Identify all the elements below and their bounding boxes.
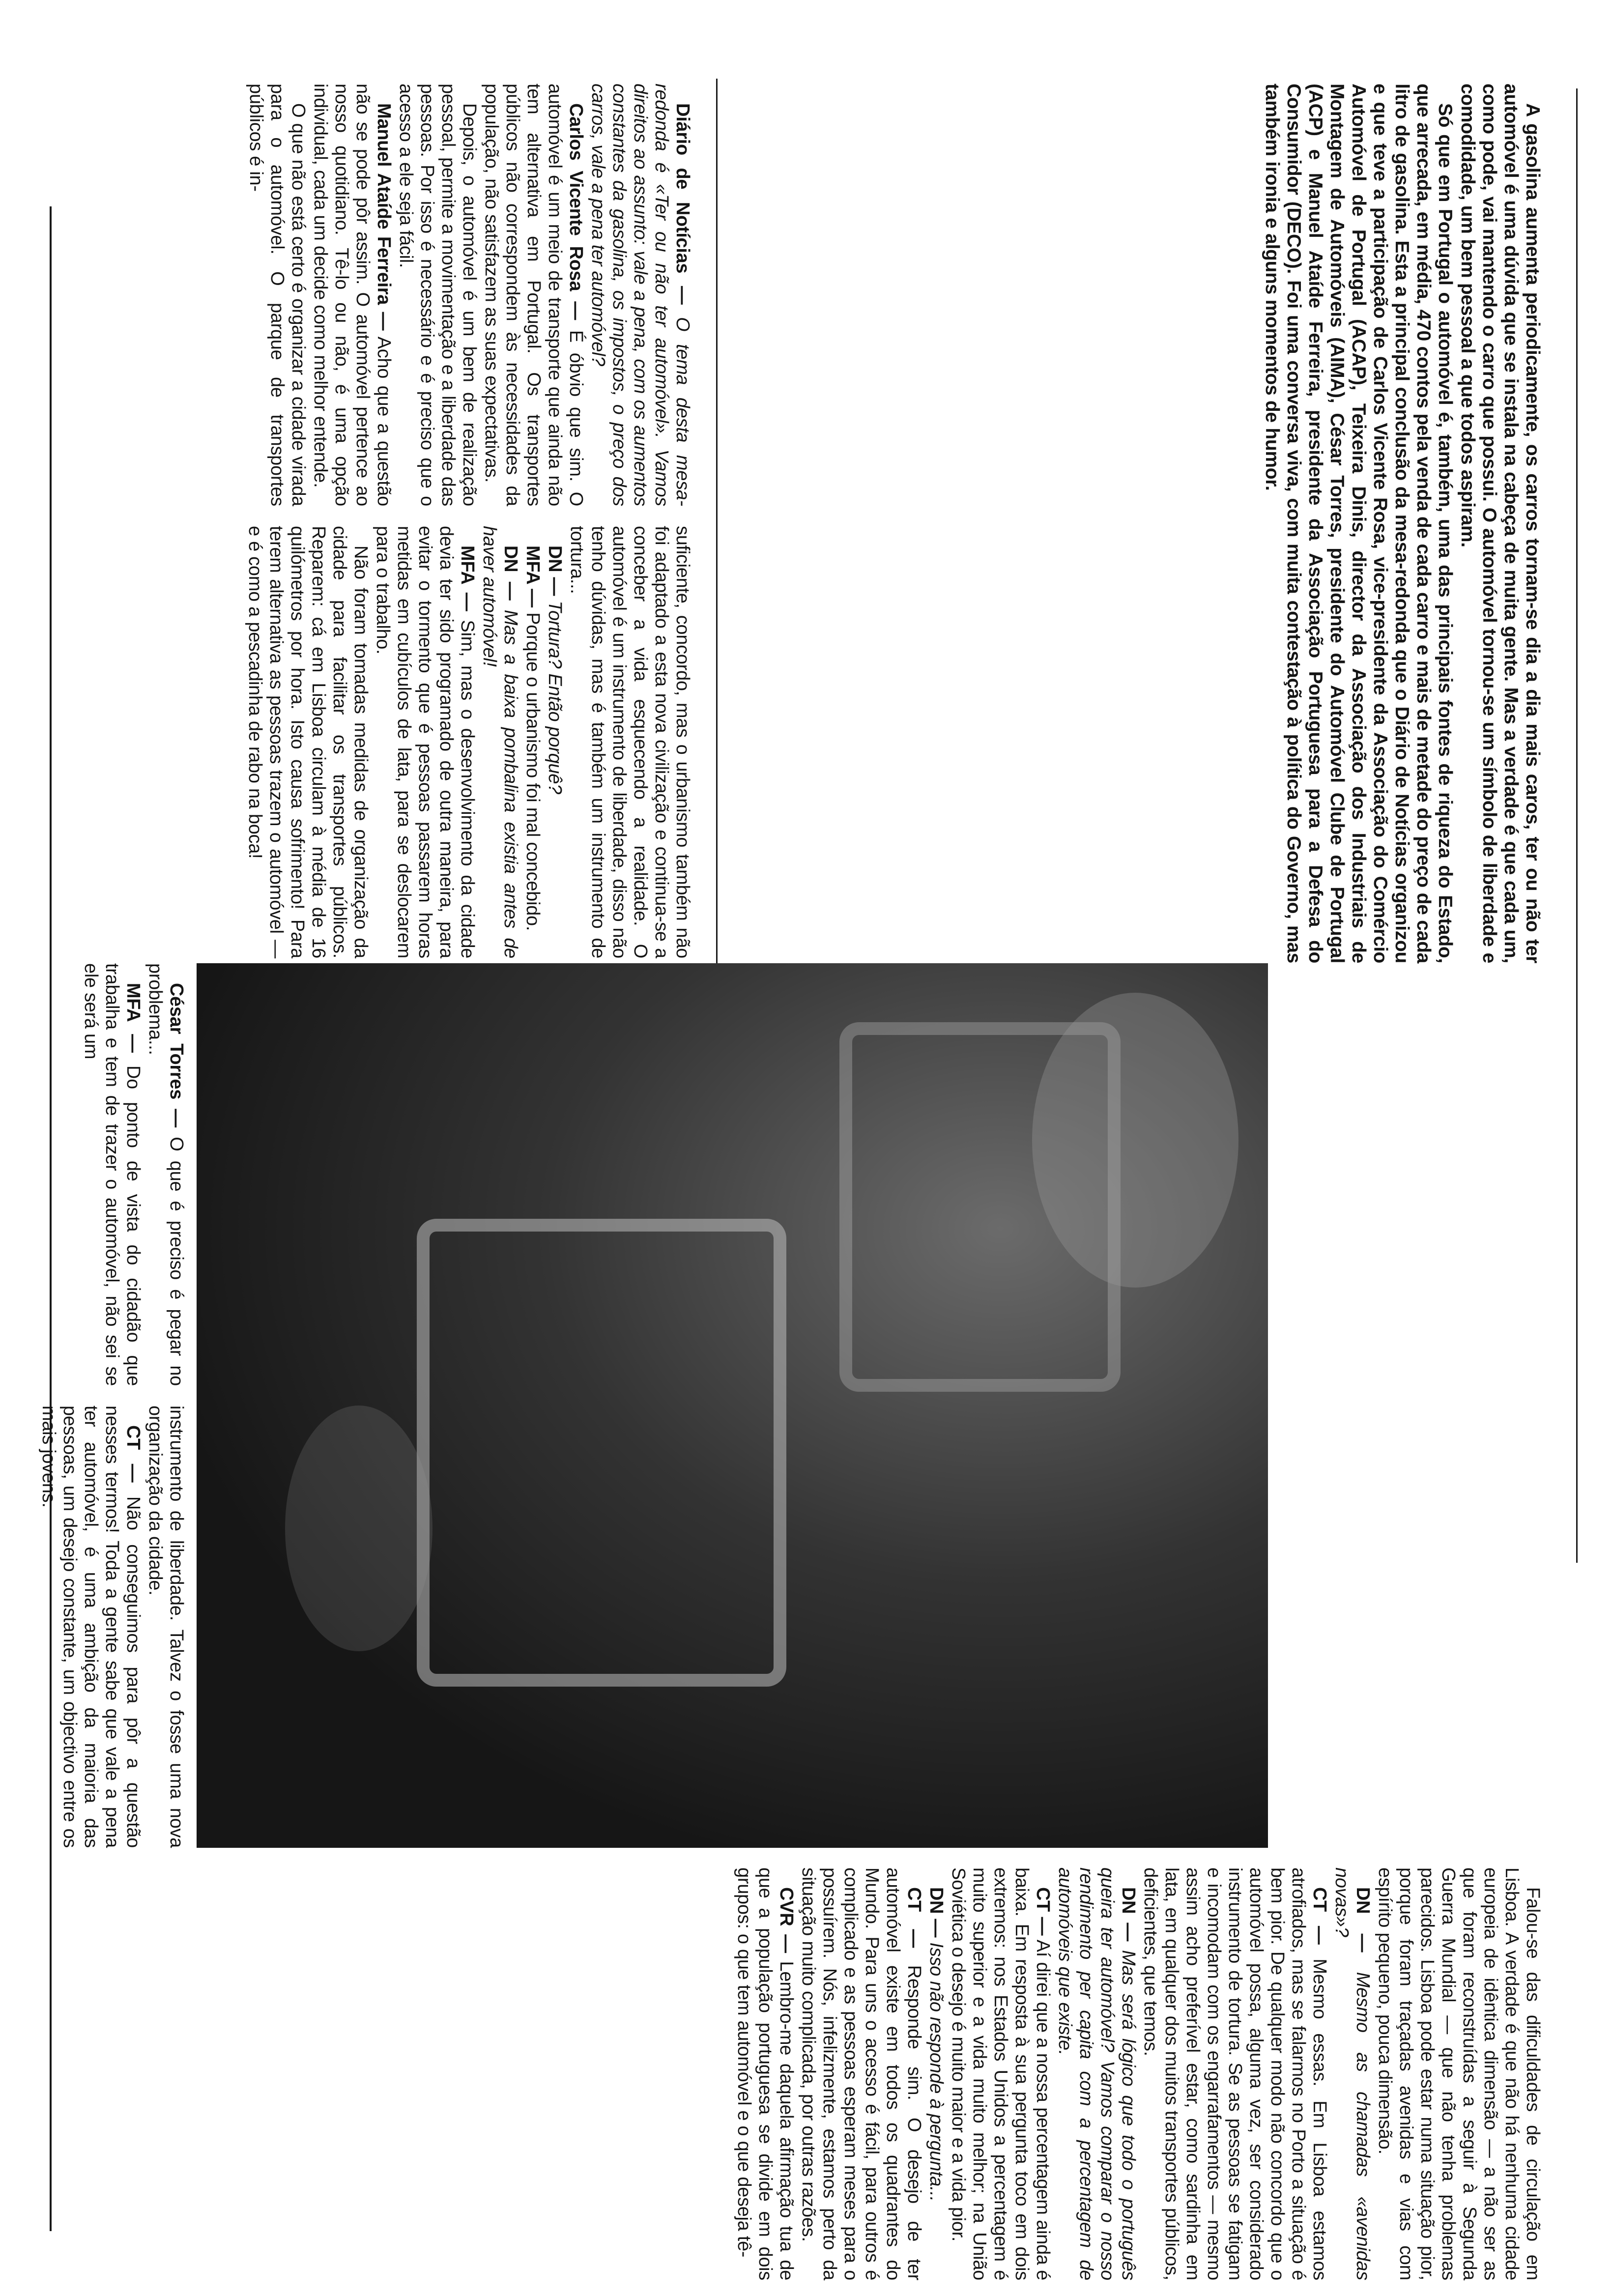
paragraph-text: Lembro-me daquela afirmação tua de que a população portuguesa se divide em dois grupos: o que tem automóvel e o que deseja tê- bbox=[734, 1867, 797, 2280]
car-wreck-photo bbox=[197, 963, 1268, 1848]
paragraph bbox=[481, 84, 586, 506]
speaker: DN — bbox=[1353, 1887, 1373, 1952]
paragraph-text: É óbvio que sim. O automóvel é um meio de transporte que ainda não tem alternativa em Portugal. Os transportes públicos não correspondem às necessidades da população, não satisfazem as suas expectativas. bbox=[481, 84, 586, 506]
paragraph bbox=[1374, 1867, 1543, 2280]
bottom-rule bbox=[50, 206, 52, 2231]
paragraph bbox=[566, 526, 693, 958]
paragraph-text: Tortura? Então porquê? bbox=[545, 601, 565, 794]
paragraph-text: Acho que a questão não se pode pôr assim. O automóvel pertence ao nosso quotidiano. Tê-lo ou não, é uma opção individual, cada um decide como melhor entende. bbox=[310, 84, 394, 506]
paragraph bbox=[80, 963, 144, 1386]
column-d bbox=[37, 1406, 187, 1848]
paragraph-text: suficiente, concordo, mas o urbanismo também não foi adaptado a esta nova civilização e continua-se a conceber a vida esquecendo a realidade. O automóvel é um instrumento de liberdade, disso não tenho dúvidas, mas é também um instrumento de tortura... bbox=[567, 526, 693, 958]
paragraph bbox=[144, 963, 187, 1386]
intro-separator-rule bbox=[716, 79, 718, 963]
paragraph-text: instrumento de liberdade. Talvez o fosse uma nova organização da cidade. bbox=[145, 1406, 187, 1848]
paragraph-text: Não foram tomadas medidas de organização da cidade para facilitar os transportes públicos. Reparem: cá em Lisboa circulam à média de 16 quilómetros por hora. Isto causa sofrimento! Para terem alternativa as pessoas trazem o automóvel — e é como a pescadinha de rabo na boca! bbox=[245, 526, 371, 958]
speaker: César Torres — bbox=[166, 983, 187, 1127]
paragraph-text: Mas a baixa pombalina existia antes de haver automóvel! bbox=[479, 526, 521, 958]
speaker: MFA — bbox=[457, 545, 478, 611]
intro-paragraph-2: Só que em Portugal o automóvel é, também, uma das principais fontes de riqueza do Estado, que arrecada, em média, 470 contos pela venda de cada carro e mais de metade do preço de cada litro de gasolina. Esta a principal conclusão da mesa-redonda que o Diário de Notícias organizou e que teve a participação de Carlos Vicente Rosa, vice-presidente da Associação do Comércio Automóvel de Portugal (ACAP), Teixeira Dinis, director da Associação dos Industriais de Montagem de Automóveis (AIMA), César Torres, presidente do Automóvel Clube de Portugal (ACP) e Manuel Ataíde Ferreira, presidente da Associação Portuguesa para a Defesa do Consumidor (DECO). Foi uma conversa viva, com muita contestação à política do Governo, mas também ironia e alguns momentos de humor. bbox=[1262, 84, 1456, 963]
speaker: CT — bbox=[904, 1887, 924, 1948]
speaker: MFA — bbox=[522, 545, 543, 607]
paragraph bbox=[1054, 1867, 1139, 2280]
column-e bbox=[732, 1867, 1543, 2280]
paragraph bbox=[144, 1406, 187, 1848]
paragraph-text: Isso não responde à pergunta... bbox=[926, 1942, 947, 2202]
paragraph-text: Falou-se das dificuldades de circulação em Lisboa. A verdade é que não há nenhuma cidade europeia de idêntica dimensão — a não ser as que foram reconstruídas a seguir à Segunda Guerra Mundial — que não tenha problemas parecidos. Lisboa pode estar numa situação pior, porque foram traçadas avenidas e vias com espírito pequeno, pouca dimensão. bbox=[1375, 1867, 1543, 2280]
speaker: DN — bbox=[545, 545, 565, 596]
article-intro bbox=[1260, 84, 1543, 963]
column-c bbox=[79, 963, 187, 1386]
paragraph-text: Não conseguimos para pôr a questão nesses termos! Toda a gente sabe que vale a pena ter automóvel, é uma ambição da maioria das pessoas, um desejo constante, um objectivo entre os mais jovens. bbox=[38, 1406, 144, 1848]
column-a bbox=[244, 84, 693, 506]
paragraph bbox=[38, 1406, 144, 1848]
paragraph-text: Sim, mas o desenvolvimento da cidade devia ter sido programado de outra maneira, para evitar o tormento que é pessoas passarem horas metidas em cubículos de lata, para se deslocarem para o trabalho. bbox=[373, 526, 478, 958]
speaker: MFA — bbox=[123, 983, 144, 1053]
paragraph-text: Mesmo as chamadas «avenidas novas»? bbox=[1331, 1867, 1373, 2280]
speaker: DN — bbox=[500, 545, 521, 601]
speaker: Carlos Vicente Rosa — bbox=[566, 103, 586, 320]
paragraph-text: Mesmo essas. Em Lisboa estamos atrofiados, mas se falarmos no Porto a situação é bem pior. De qualquer modo não concordo que o automóvel possa, alguma vez, ser considerado instrumento de tortura. Se as pessoas se fatigam e incomodam com os engarrafamentos — mesmo assim acho preferível estar, como sardinha em lata, em qualquer dos muitos transportes públicos, deficientes, que temos. bbox=[1140, 1867, 1330, 2280]
speaker: CT — bbox=[1033, 1887, 1053, 1936]
paragraph bbox=[1331, 1867, 1373, 2280]
paragraph bbox=[244, 526, 371, 958]
paragraph bbox=[310, 84, 394, 506]
speaker: CVR — bbox=[776, 1887, 797, 1953]
intro-paragraph-1: A gasolina aumenta periodicamente, os carros tornam-se dia a dia mais caros, ter ou não ter automóvel é uma dúvida que se instala na cabeça de muita gente. Mas a verdade é que cada um, como pode, vai mantendo o carro que possui. O automóvel tornou-se um símbolo de liberdade e comodidade, um bem pessoal a que todos aspiram. bbox=[1457, 84, 1543, 963]
speaker: CT — bbox=[123, 1425, 144, 1483]
paragraph-text: O que não está certo é organizar a cidade virada para o automóvel. O parque de transportes públicos é in- bbox=[246, 84, 309, 506]
paragraph bbox=[798, 1867, 924, 2280]
speaker: CT — bbox=[1309, 1887, 1330, 1945]
paragraph bbox=[479, 526, 521, 958]
paragraph-text: Depois, o automóvel é um bem de realização pessoal, permite a movimentação e a liberdade das pessoas. Por isso é necessário e é preciso que o acesso a ele seja fácil. bbox=[396, 84, 480, 506]
speaker: Manuel Ataíde Ferreira — bbox=[374, 103, 394, 331]
paragraph bbox=[733, 1867, 797, 2280]
paragraph bbox=[925, 1867, 947, 2280]
paragraph bbox=[395, 84, 480, 506]
paragraph-text: Mas será lógico que todo o português queira ter automóvel? Vamos comparar o nosso rendimento per capita com a percentagem de automóveis que existe. bbox=[1055, 1867, 1139, 2280]
paragraph-text: O tema desta mesa-redonda é «Ter ou não ter automóvel». Vamos direitos ao assunto: vale a pena, com os aumentos constantes da gasolina, os impostos, o preço dos carros, vale a pena ter automóvel? bbox=[588, 84, 693, 506]
paragraph-text: O que é preciso é pegar no problema... bbox=[145, 963, 187, 1386]
paragraph bbox=[544, 526, 565, 958]
paragraph-text: Responde sim. O desejo de ter automóvel existe em todos os quadrantes do Mundo. Para uns o acesso é fácil, para outros é complicado e as pessoas esperam meses para o possuírem. Nós, infelizmente, estamos perto da situação muito complicada, por outras razões. bbox=[798, 1867, 924, 2280]
paragraph bbox=[372, 526, 478, 958]
speaker: Diário de Notícias — bbox=[672, 103, 693, 305]
column-b bbox=[243, 526, 693, 958]
paragraph bbox=[245, 84, 309, 506]
paragraph bbox=[948, 1867, 1053, 2280]
paragraph-text: Do ponto de vista do cidadão que trabalha e tem de trazer o automóvel, não sei se ele será um bbox=[81, 963, 144, 1386]
paragraph bbox=[587, 84, 693, 506]
top-rule bbox=[1576, 88, 1578, 1563]
speaker: DN — bbox=[1118, 1887, 1139, 1942]
paragraph-text: Porque o urbanismo foi mal concebido. bbox=[522, 612, 543, 931]
paragraph bbox=[522, 526, 543, 958]
paragraph-text: Aí direi que a nossa percentagem ainda é baixa. Em resposta à sua pergunta toco em dois extremos: nos Estados Unidos a percentagem é muito superior e a vida muito melhor; na União Soviética o desejo é muito maior e a vida pior. bbox=[948, 1867, 1053, 2280]
paragraph bbox=[1140, 1867, 1330, 2280]
speaker: DN — bbox=[926, 1887, 947, 1938]
